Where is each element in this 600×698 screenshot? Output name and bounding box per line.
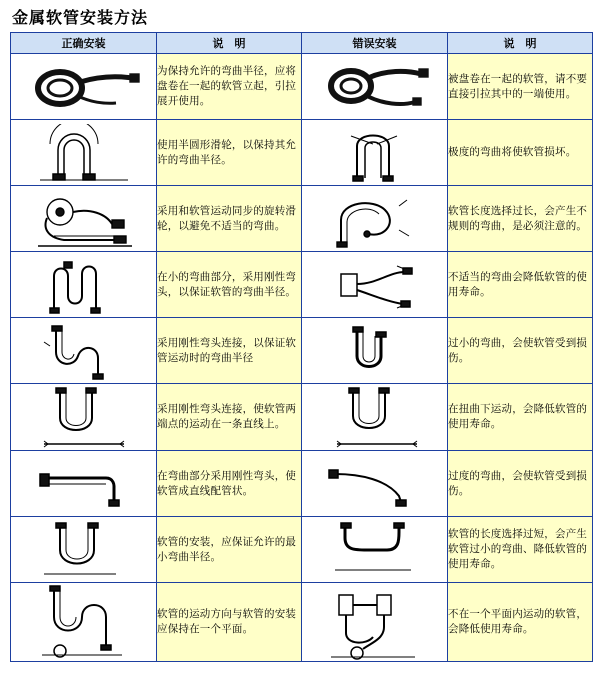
hose-coil-correct-icon: [11, 54, 156, 119]
wrong-illustration-cell: [302, 517, 448, 583]
wrong-illustration-cell: [302, 384, 448, 451]
wrong-note-cell: 过度的弯曲，会使软管受到损伤。: [448, 451, 593, 517]
table-row: [11, 384, 593, 451]
wrong-illustration-cell: [302, 120, 448, 186]
wrong-note-cell: 过小的弯曲，会使软管受到损伤。: [448, 318, 593, 384]
header-correct-note: 说 明: [157, 33, 302, 54]
wrong-illustration-cell: [302, 583, 448, 662]
table-row: [11, 318, 593, 384]
correct-note-cell: 软管的安装，应保证允许的最小弯曲半径。: [157, 517, 302, 583]
length-too-long-wrong-icon: [302, 517, 447, 582]
table-row: [11, 54, 593, 120]
wrong-note-cell: 软管长度选择过长，会产生不规则的弯曲，是必须注意的。: [448, 186, 593, 252]
table-header-row: [11, 33, 593, 54]
header-wrong-install: 错误安装: [302, 33, 448, 54]
correct-note-cell: 采用刚性弯头连接，使软管两端点的运动在一条直线上。: [157, 384, 302, 451]
too-small-bend-wrong-icon: [302, 318, 447, 383]
header-correct-install: 正确安装: [11, 33, 157, 54]
u-bend-straight-line-correct-icon: [11, 384, 156, 450]
straight-piping-elbow-correct-icon: [11, 451, 156, 516]
excessive-bend-wrong-icon: [302, 451, 447, 516]
sharp-bend-wrong-icon: [302, 120, 447, 185]
correct-note-cell: 在小的弯曲部分，采用刚性弯头，以保证软管的弯曲半径。: [157, 252, 302, 318]
wrong-illustration-cell: [302, 54, 448, 120]
wrong-note-cell: 不在一个平面内运动的软管，会降低使用寿命。: [448, 583, 593, 662]
correct-note-cell: 使用半圆形滑轮，以保持其允许的弯曲半径。: [157, 120, 302, 186]
installation-methods-table: [10, 32, 593, 662]
correct-illustration-cell: [11, 583, 157, 662]
table-row: [11, 451, 593, 517]
correct-illustration-cell: [11, 451, 157, 517]
correct-illustration-cell: [11, 384, 157, 451]
correct-note-cell: 在弯曲部分采用刚性弯头，使软管成直线配管状。: [157, 451, 302, 517]
wrong-note-cell: 软管的长度选择过短，会产生软管过小的弯曲、降低软管的使用寿命。: [448, 517, 593, 583]
wrong-illustration-cell: [302, 318, 448, 384]
same-plane-motion-correct-icon: [11, 583, 156, 661]
wrong-note-cell: 在扭曲下运动，会降低软管的使用寿命。: [448, 384, 593, 451]
table-row: [11, 517, 593, 583]
wrong-illustration-cell: [302, 451, 448, 517]
table-row: [11, 583, 593, 662]
wrong-illustration-cell: [302, 186, 448, 252]
improper-bend-wrong-icon: [302, 252, 447, 317]
rotating-pulley-correct-icon: [11, 186, 156, 251]
table-row: [11, 120, 593, 186]
rigid-elbow-small-bend-correct-icon: [11, 252, 156, 317]
correct-illustration-cell: [11, 318, 157, 384]
correct-note-cell: 采用和软管运动同步的旋转滑轮，以避免不适当的弯曲。: [157, 186, 302, 252]
table-row: [11, 252, 593, 318]
correct-illustration-cell: [11, 54, 157, 120]
wrong-note-cell: 极度的弯曲将使软管损坏。: [448, 120, 593, 186]
rigid-elbow-motion-correct-icon: [11, 318, 156, 383]
correct-illustration-cell: [11, 186, 157, 252]
min-bend-radius-correct-icon: [11, 517, 156, 582]
correct-illustration-cell: [11, 517, 157, 583]
correct-note-cell: 软管的运动方向与软管的安装应保持在一个平面。: [157, 583, 302, 662]
torsion-motion-wrong-icon: [302, 384, 447, 450]
page-title: 金属软管安装方法: [12, 8, 149, 27]
wrong-illustration-cell: [302, 252, 448, 318]
semicircle-pulley-correct-icon: [11, 120, 156, 185]
table-body: [11, 54, 593, 662]
too-long-hose-wrong-icon: [302, 186, 447, 251]
hose-coil-wrong-icon: [302, 54, 447, 119]
wrong-note-cell: 不适当的弯曲会降低软管的使用寿命。: [448, 252, 593, 318]
table-row: [11, 186, 593, 252]
correct-illustration-cell: [11, 252, 157, 318]
correct-note-cell: 为保持允许的弯曲半径，应将盘卷在一起的软管立起，引拉展开使用。: [157, 54, 302, 120]
correct-note-cell: 采用刚性弯头连接，以保证软管运动时的弯曲半径: [157, 318, 302, 384]
header-wrong-note: 说 明: [448, 33, 593, 54]
wrong-note-cell: 被盘卷在一起的软管，请不要直接引拉其中的一端使用。: [448, 54, 593, 120]
out-of-plane-motion-wrong-icon: [302, 583, 447, 661]
correct-illustration-cell: [11, 120, 157, 186]
table-header: [11, 33, 593, 54]
